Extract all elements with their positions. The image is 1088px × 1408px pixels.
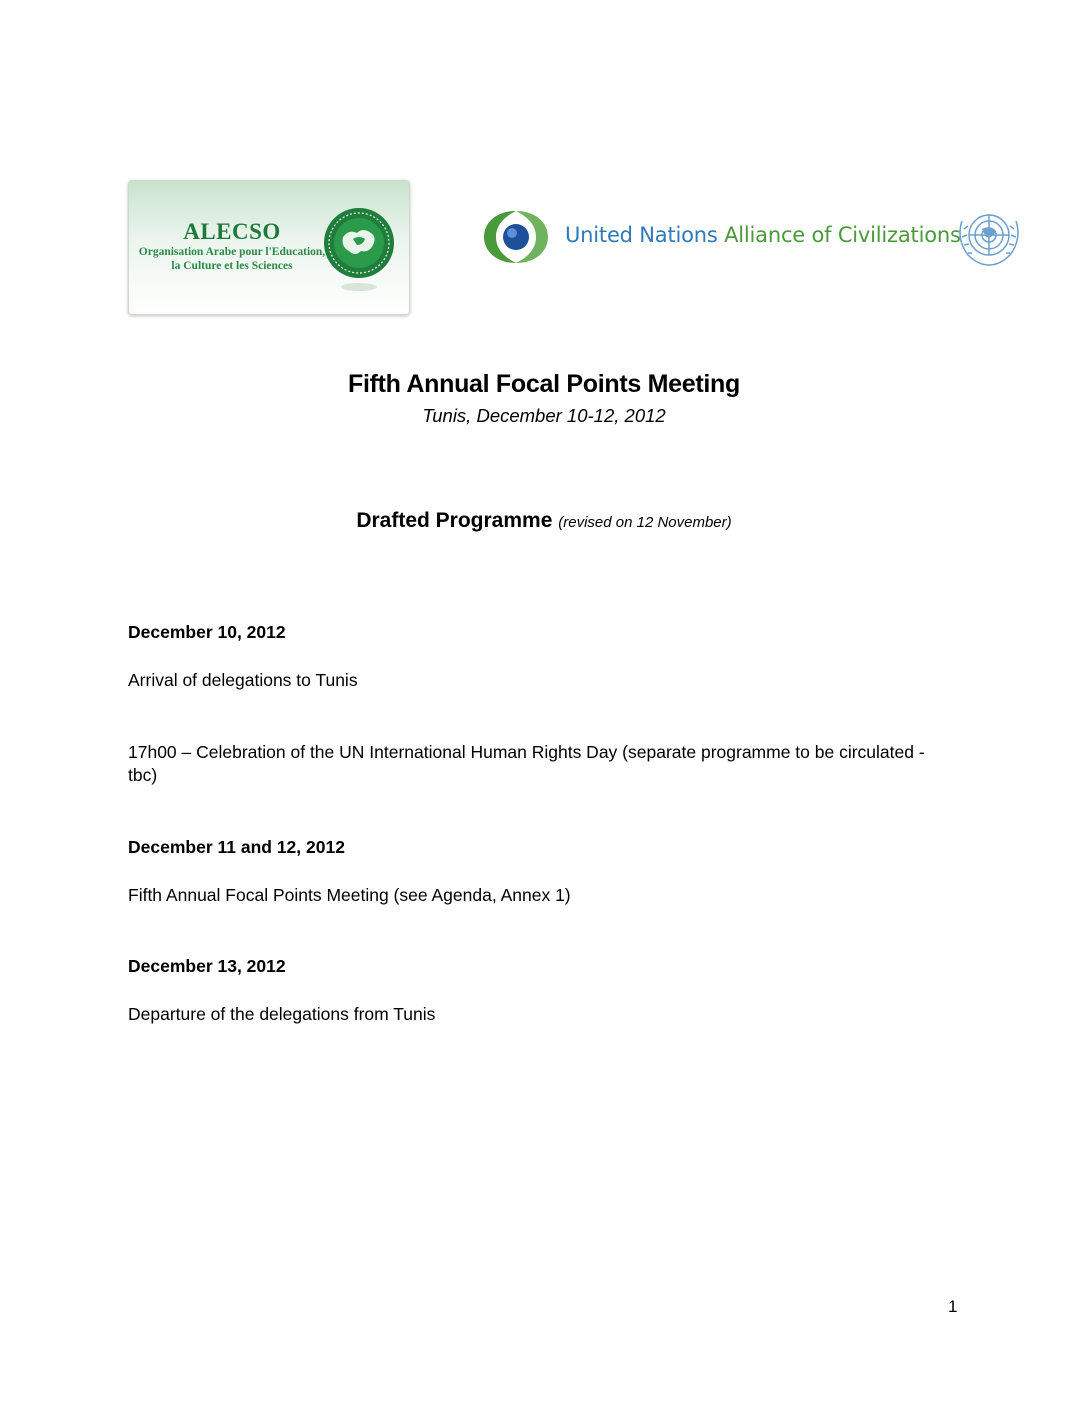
day3-date-heading: December 13, 2012 [128,956,286,976]
day2-date-heading: December 11 and 12, 2012 [128,837,345,857]
day1-date-heading: December 10, 2012 [128,622,286,642]
alecso-emblem-icon [321,203,397,297]
unaoc-logo [480,205,1030,269]
day1-item-celebration-line2: tbc) [128,765,158,785]
alecso-name: ALECSO [183,219,281,244]
alecso-logo-text [137,219,327,273]
day1-item-arrival: Arrival of delegations to Tunis [128,670,358,690]
programme-title: Drafted Programme [356,509,553,532]
programme-heading [0,509,1088,533]
alecso-subtitle-line2: la Culture et les Sciences [171,260,293,272]
un-emblem-icon [952,205,1026,269]
programme-revision-note: (revised on 12 November) [558,514,732,531]
day2-item-meeting: Fifth Annual Focal Points Meeting (see Agenda, Annex 1) [128,885,571,905]
alecso-logo [128,180,410,315]
page-number: 1 [948,1297,958,1316]
document-subtitle: Tunis, December 10-12, 2012 [422,405,666,426]
day3-item-departure: Departure of the delegations from Tunis [128,1004,436,1024]
unaoc-logo-text [565,223,961,247]
unaoc-text-un: United Nations [565,223,718,247]
day1-item-celebration [128,741,958,787]
day1-item-celebration-line1: 17h00 – Celebration of the UN International Human Rights Day (separate programme to be circulated - [128,742,925,762]
unaoc-swirl-icon [480,207,552,267]
alecso-subtitle-line1: Organisation Arabe pour l'Education, [138,246,326,258]
unaoc-text-aoc: Alliance of Civilizations [724,223,961,247]
document-title: Fifth Annual Focal Points Meeting [348,370,740,398]
